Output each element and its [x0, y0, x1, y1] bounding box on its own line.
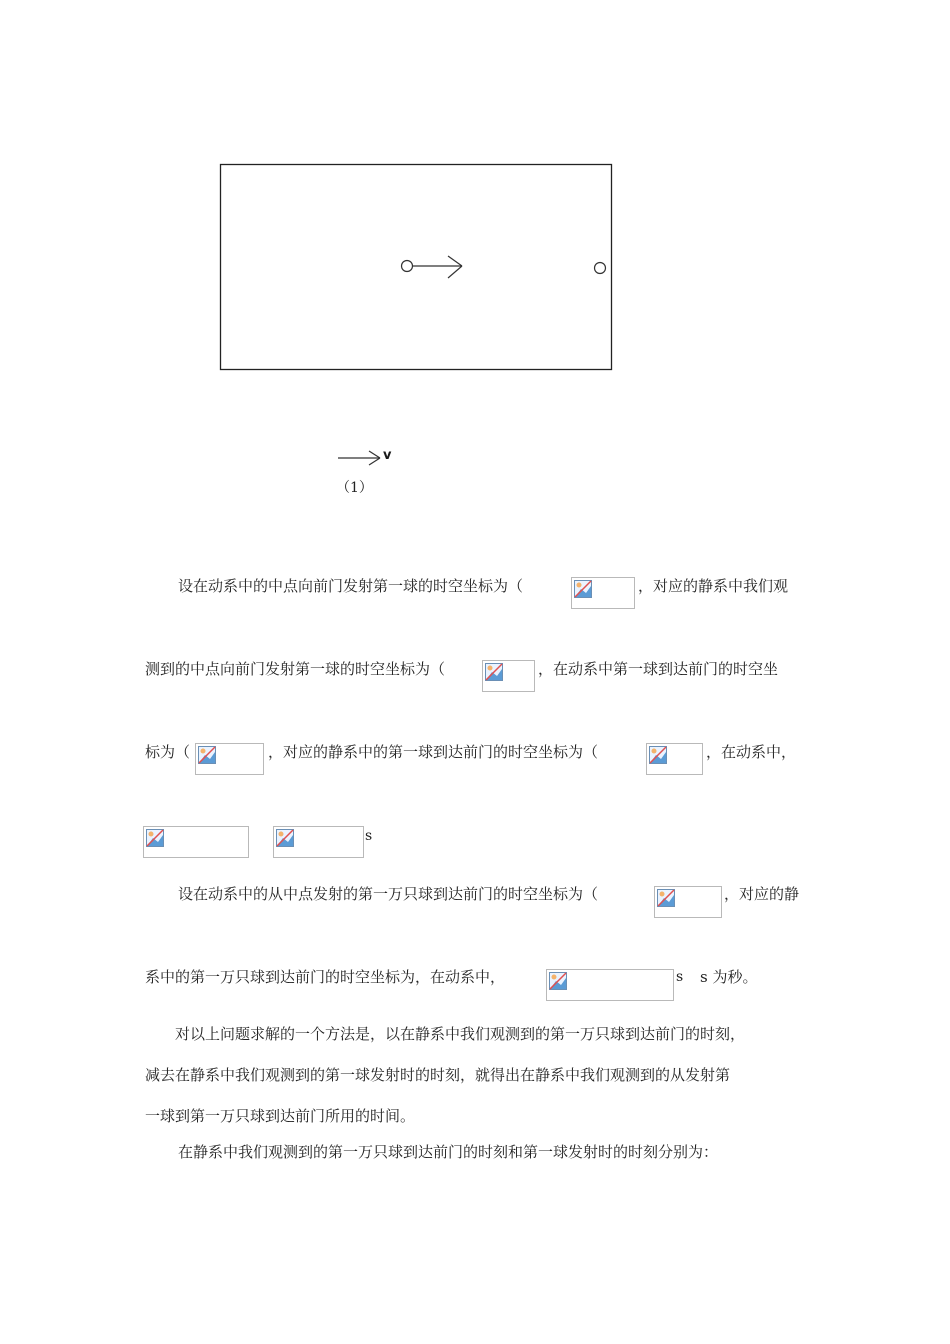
train-car-rectangle: [221, 165, 612, 370]
paragraph-2-line-2b: s: [676, 969, 684, 985]
broken-image-icon: [276, 829, 294, 847]
broken-image-formula-1: [571, 577, 635, 609]
broken-image-icon: [146, 829, 164, 847]
paragraph-1-line-2b: ，在动系中第一球到达前门的时空坐: [538, 660, 779, 678]
broken-image-icon: [549, 972, 567, 990]
paragraph-3-line-3: 一球到第一万只球到达前门所用的时间。: [145, 1107, 416, 1125]
velocity-label: v: [383, 448, 392, 463]
figure-caption: （1）: [336, 480, 373, 496]
ball-at-midpoint: [402, 261, 413, 272]
paragraph-2-line-2c: s 为秒。: [700, 968, 758, 986]
broken-image-icon: [574, 580, 592, 598]
paragraph-1-line-2a: 测到的中点向前门发射第一球的时空坐标为（: [145, 660, 446, 678]
broken-image-icon: [198, 746, 216, 764]
broken-image-icon: [485, 663, 503, 681]
paragraph-3-line-2: 减去在静系中我们观测到的第一球发射时的时刻，就得出在静系中我们观测到的从发射第: [145, 1066, 731, 1084]
paragraph-4-line-1: 在静系中我们观测到的第一万只球到达前门的时刻和第一球发射时的时刻分别为：: [178, 1143, 719, 1161]
ball-direction-arrow: [413, 256, 462, 278]
paragraph-1-line-1a: 设在动系中的中点向前门发射第一球的时空坐标为（: [178, 577, 524, 595]
paragraph-1-line-4-unit: s: [365, 828, 373, 844]
broken-image-formula-7: [654, 886, 722, 918]
paragraph-3-line-1: 对以上问题求解的一个方法是，以在静系中我们观测到的第一万只球到达前门的时刻，: [175, 1025, 746, 1043]
broken-image-formula-8: [546, 969, 674, 1001]
broken-image-formula-3: [195, 743, 264, 775]
broken-image-icon: [657, 889, 675, 907]
paragraph-1-line-3b: ，对应的静系中的第一球到达前门的时空坐标为（: [268, 743, 599, 761]
paragraph-2-line-1b: ，对应的静: [724, 885, 800, 903]
broken-image-icon: [649, 746, 667, 764]
paragraph-2-line-2a: 系中的第一万只球到达前门的时空坐标为，在动系中，: [145, 968, 506, 986]
velocity-arrow: [338, 451, 380, 465]
paragraph-1-line-1b: ，对应的静系中我们观: [638, 577, 789, 595]
paragraph-2-line-1a: 设在动系中的从中点发射的第一万只球到达前门的时空坐标为（: [178, 885, 599, 903]
front-door-marker: [595, 263, 606, 274]
broken-image-formula-4: [646, 743, 703, 775]
paragraph-1-line-3c: ，在动系中，: [706, 743, 797, 761]
broken-image-formula-2: [482, 660, 535, 692]
broken-image-formula-6: [273, 826, 364, 858]
paragraph-1-line-3a: 标为（: [145, 743, 191, 761]
figure-train-diagram: [0, 0, 950, 520]
broken-image-formula-5: [143, 826, 249, 858]
